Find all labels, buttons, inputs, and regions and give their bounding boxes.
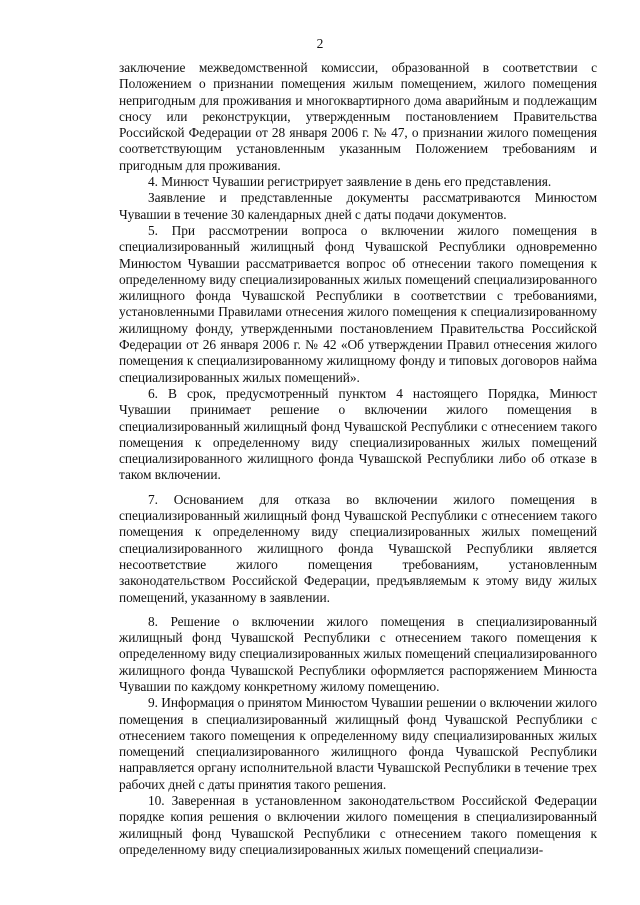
document-body [119,60,597,858]
paragraph-4-review-period: Заявление и представленные документы рассматриваются Минюстом Чувашии в течение 30 календарных дней с даты подачи документов. [119,190,597,222]
paragraph-10: 10. Заверенная в установленном законодательством Российской Федерации порядке копия решения о включении жилого помещения в специализированный жилищный фонд Чувашской Республики с отнесением такого помещения к определенному виду специализированных жилых помещений специализи- [119,793,597,857]
paragraph-9: 9. Информация о принятом Минюстом Чувашии решении о включении жилого помещения в специализированный жилищный фонд Чувашской Республики с отнесением такого помещения к определенному виду специализированных жилых помещений специализированного жилищного фонда Чувашской Республики направляется органу исполнительной власти Чувашской Республики в течение трех рабочих дней с даты принятия такого решения. [119,695,597,792]
paragraph-6: 6. В срок, предусмотренный пунктом 4 настоящего Порядка, Минюст Чувашии принимает решение о включении жилого помещения в специализированный жилищный фонд Чувашской Республики с отнесением такого помещения к определенному виду специализированных жилых помещений специализированного жилищного фонда Чувашской Республики либо об отказе в таком включении. [119,385,597,483]
paragraph-8: 8. Решение о включении жилого помещения в специализированный жилищный фонд Чувашской Республики с отнесением такого помещения к определенному виду специализированных жилых помещений специализированного жилищного фонда Чувашской Республики оформляется распоряжением Минюста Чувашии по каждому конкретному жилому помещению. [119,613,597,694]
paragraph-continuation: заключение межведомственной комиссии, образованной в соответствии с Положением о признании помещения жилым помещением, жилого помещения непригодным для проживания и многоквартирного дома аварийным и подлежащим сносу или реконструкции, утвержденным постановлением Правительства Российской Федерации от 28 января 2006 г. № 47, о признании жилого помещения соответствующим установленным указанным Положением требованиям и пригодным для проживания. [119,60,597,173]
page-number: 2 [316,36,324,51]
paragraph-5: 5. При рассмотрении вопроса о включении жилого помещения в специализированный жилищный фонд Чувашской Республики одновременно Минюстом Чувашии рассматривается вопрос об отнесении такого помещения к определенному виду специализированных жилых помещений специализированного жилищного фонда Чувашской Республики в соответствии с требованиями, установленными Правилами отнесения жилого помещения к специализированному жилищному фонду, утвержденными постановлением Правительства Российской Федерации от 26 января 2006 г. № 42 «Об утверждении Правил отнесения жилого помещения к специализированному жилищному фонду и типовых договоров найма специализированных жилых помещений». [119,222,597,385]
paragraph-4: 4. Минюст Чувашии регистрирует заявление в день его представления. [148,174,552,190]
paragraph-7: 7. Основанием для отказа во включении жилого помещения в специализированный жилищный фонд Чувашской Республики с отнесением такого помещения к определенному виду специализированных жилых помещений специализированного жилищного фонда Чувашской Республики является несоответствие жилого помещения требованиям, установленным законодательством Российской Федерации, предъявляемым к этому виду жилых помещений, указанному в заявлении. [119,491,597,605]
